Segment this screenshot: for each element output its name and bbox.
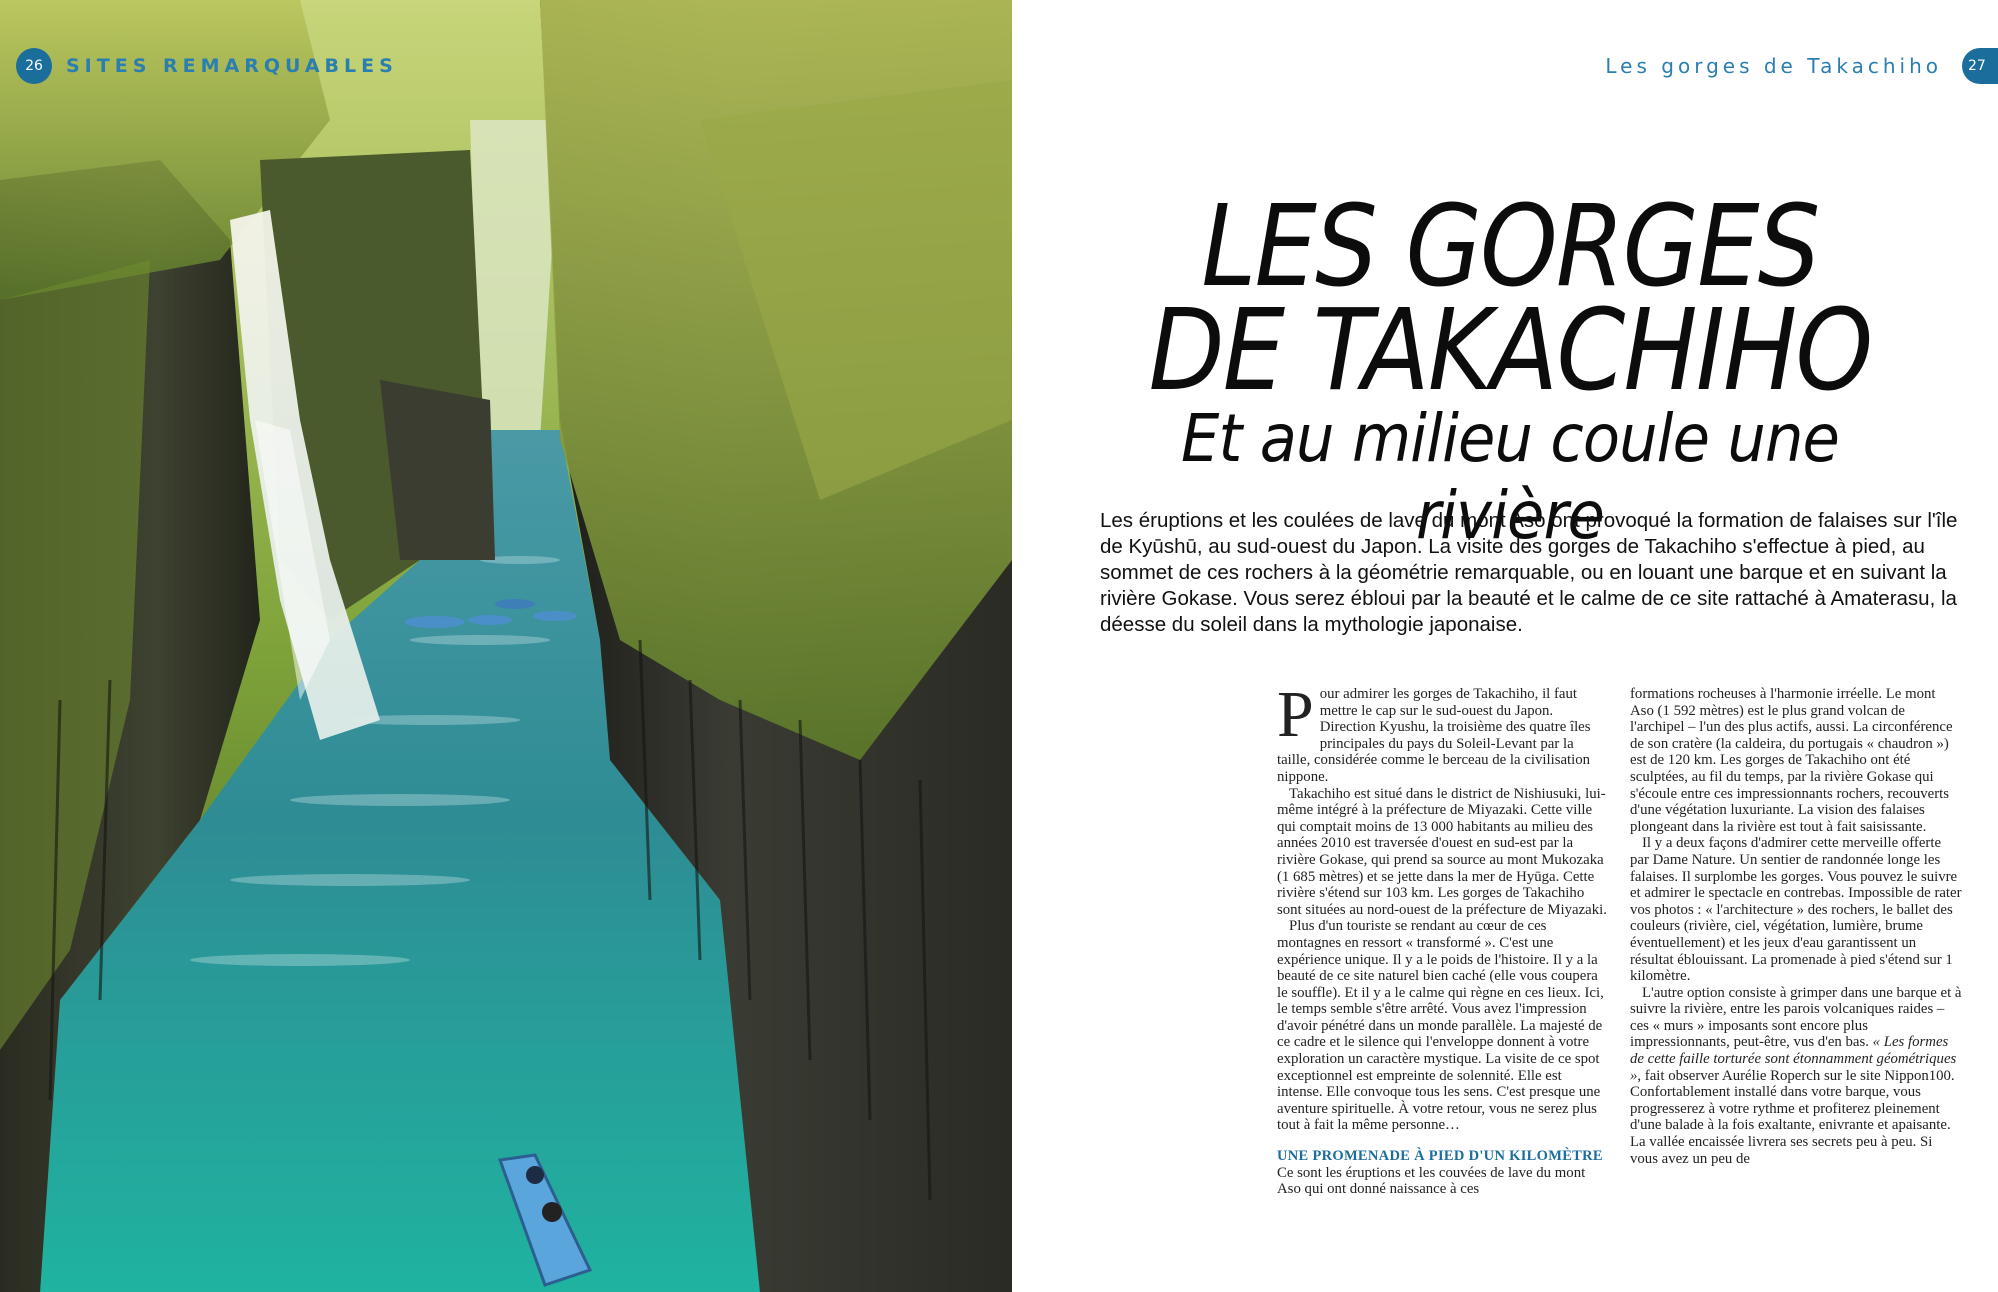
left-section-label: SITES REMARQUABLES (66, 55, 398, 77)
text-column-1 (1277, 678, 1609, 1198)
section-subhead: UNE PROMENADE À PIED D'UN KILOMÈTRE (1277, 1148, 1603, 1165)
paragraph: Takachiho est situé dans le district de Nishiusuki, lui-même intégré à la préfecture de Miyazaki. Cette ville qui comptait moins de 13 000 habitants au milieu des années 2010 est traversée d'ouest en sud-est par la rivière Gokase, qui prend sa source au mont Mukozaka (1 685 mètres) et se jette dans la mer de Hyūga. Cette rivière s'étend sur 103 km. Les gorges de Takachiho sont situées au nord-ouest de la préfecture de Miyazaki. (1277, 785, 1607, 918)
article-lead: Les éruptions et les coulées de lave du mont Aso ont provoqué la formation de falaises sur l'île de Kyūshū, au sud-ouest du Japon. La visite des gorges de Takachiho s'effectue à pied, au sommet de ces rochers à la géométrie remarquable, ou en louant une barque et en suivant la rivière Gokase. Vous serez ébloui par la beauté et le calme de ce site rattaché à Amaterasu, la déesse du soleil dans la mythologie japonaise. (1100, 509, 1958, 636)
article-subtitle: Et au milieu coule une rivière (1180, 400, 1840, 554)
paragraph: Ce sont les éruptions et les couvées de lave du mont Aso qui ont donné naissance à ces (1277, 1164, 1586, 1198)
title-line-2: DE TAKACHIHO (1148, 286, 1872, 416)
paragraph: Il y a deux façons d'admirer cette merveille offerte par Dame Nature. Un sentier de randonnée longe les falaises. Il surplombe les gorges. Vous pouvez le suivre et admirer le spectacle en contrebas. Impossible de rater vos photos : « l'architecture » des rochers, le ballet des couleurs (rivière, ciel, végétation, lumière, brume éventuellement) et les jeux d'eau garantissent un résultat éblouissant. La promenade à pied s'étend sur 1 kilomètre. (1630, 835, 1962, 985)
left-page-header (16, 48, 398, 84)
text-column-2 (1630, 686, 1962, 1167)
paragraph: Pour admirer les gorges de Takachiho, il faut mettre le cap sur le sud-ouest du Japon. Direction Kyushu, la troisième des quatre îles principales du pays du Soleil-Levant par la taille, considérée comme le berceau de la civilisation nippone. (1277, 678, 1591, 785)
paragraph: L'autre option consiste à grimper dans une barque et à suivre la rivière, entre les parois volcaniques raides – ces « murs » imposants sont encore plus impressionnants, peut-être, vus d'en bas. « Les formes de cette faille torturée sont étonnamment géométriques », fait observer Aurélie Roperch sur le site Nippon100. Confortablement installé dans votre barque, vous progresserez à votre rythme et profiterez pleinement d'une balade à la fois exaltante, enivrante et apaisante. La vallée encaissée livrera ses secrets peu à peu. Si vous avez un peu de (1630, 984, 1962, 1167)
paragraph: formations rocheuses à l'harmonie irréelle. Le mont Aso (1 592 mètres) est le plus grand volcan de l'archipel – l'un des plus actifs, aussi. La circonférence de son cratère (la caldeira, du portugais « chaudron ») est de 120 km. Les gorges de Takachiho ont été sculptées, au fil du temps, par la rivière Gokase qui s'écoule entre ces impressionnants rochers, recouverts d'une végétation luxuriante. La vision des falaises plongeant dans la rivière est tout à fait saisissante. (1630, 686, 1953, 835)
quote: « Les formes de cette faille torturée sont étonnamment géométriques » (1630, 1034, 1957, 1084)
left-page-number: 26 (16, 48, 52, 84)
drop-cap: P (1277, 678, 1314, 751)
paragraph: Plus d'un touriste se rendant au cœur de ces montagnes en ressort « transformé ». C'est une expérience unique. Il y a le poids de l'histoire. Il y a la beauté de ce site naturel bien caché (elle vous coupera le souffle). Et il y a le calme qui règne en ces lieux. Ici, le temps semble s'être arrêté. Vous avez l'impression d'avoir pénétré dans un monde parallèle. La majesté de ce cadre et le silence qui l'enveloppe donnent à votre exploration un caractère mystique. La visite de ce spot exceptionnel est empreinte de solennité. Elle est intense. Elle convoque tous les sens. C'est presque une aventure spirituelle. À votre retour, vous ne serez plus tout à fait la même personne… (1277, 918, 1604, 1134)
right-page-header (1605, 48, 1998, 84)
title-line-1: LES GORGES (1201, 182, 1819, 312)
right-section-label: Les gorges de Takachiho (1605, 54, 1942, 78)
right-page-number: 27 (1962, 48, 1998, 84)
